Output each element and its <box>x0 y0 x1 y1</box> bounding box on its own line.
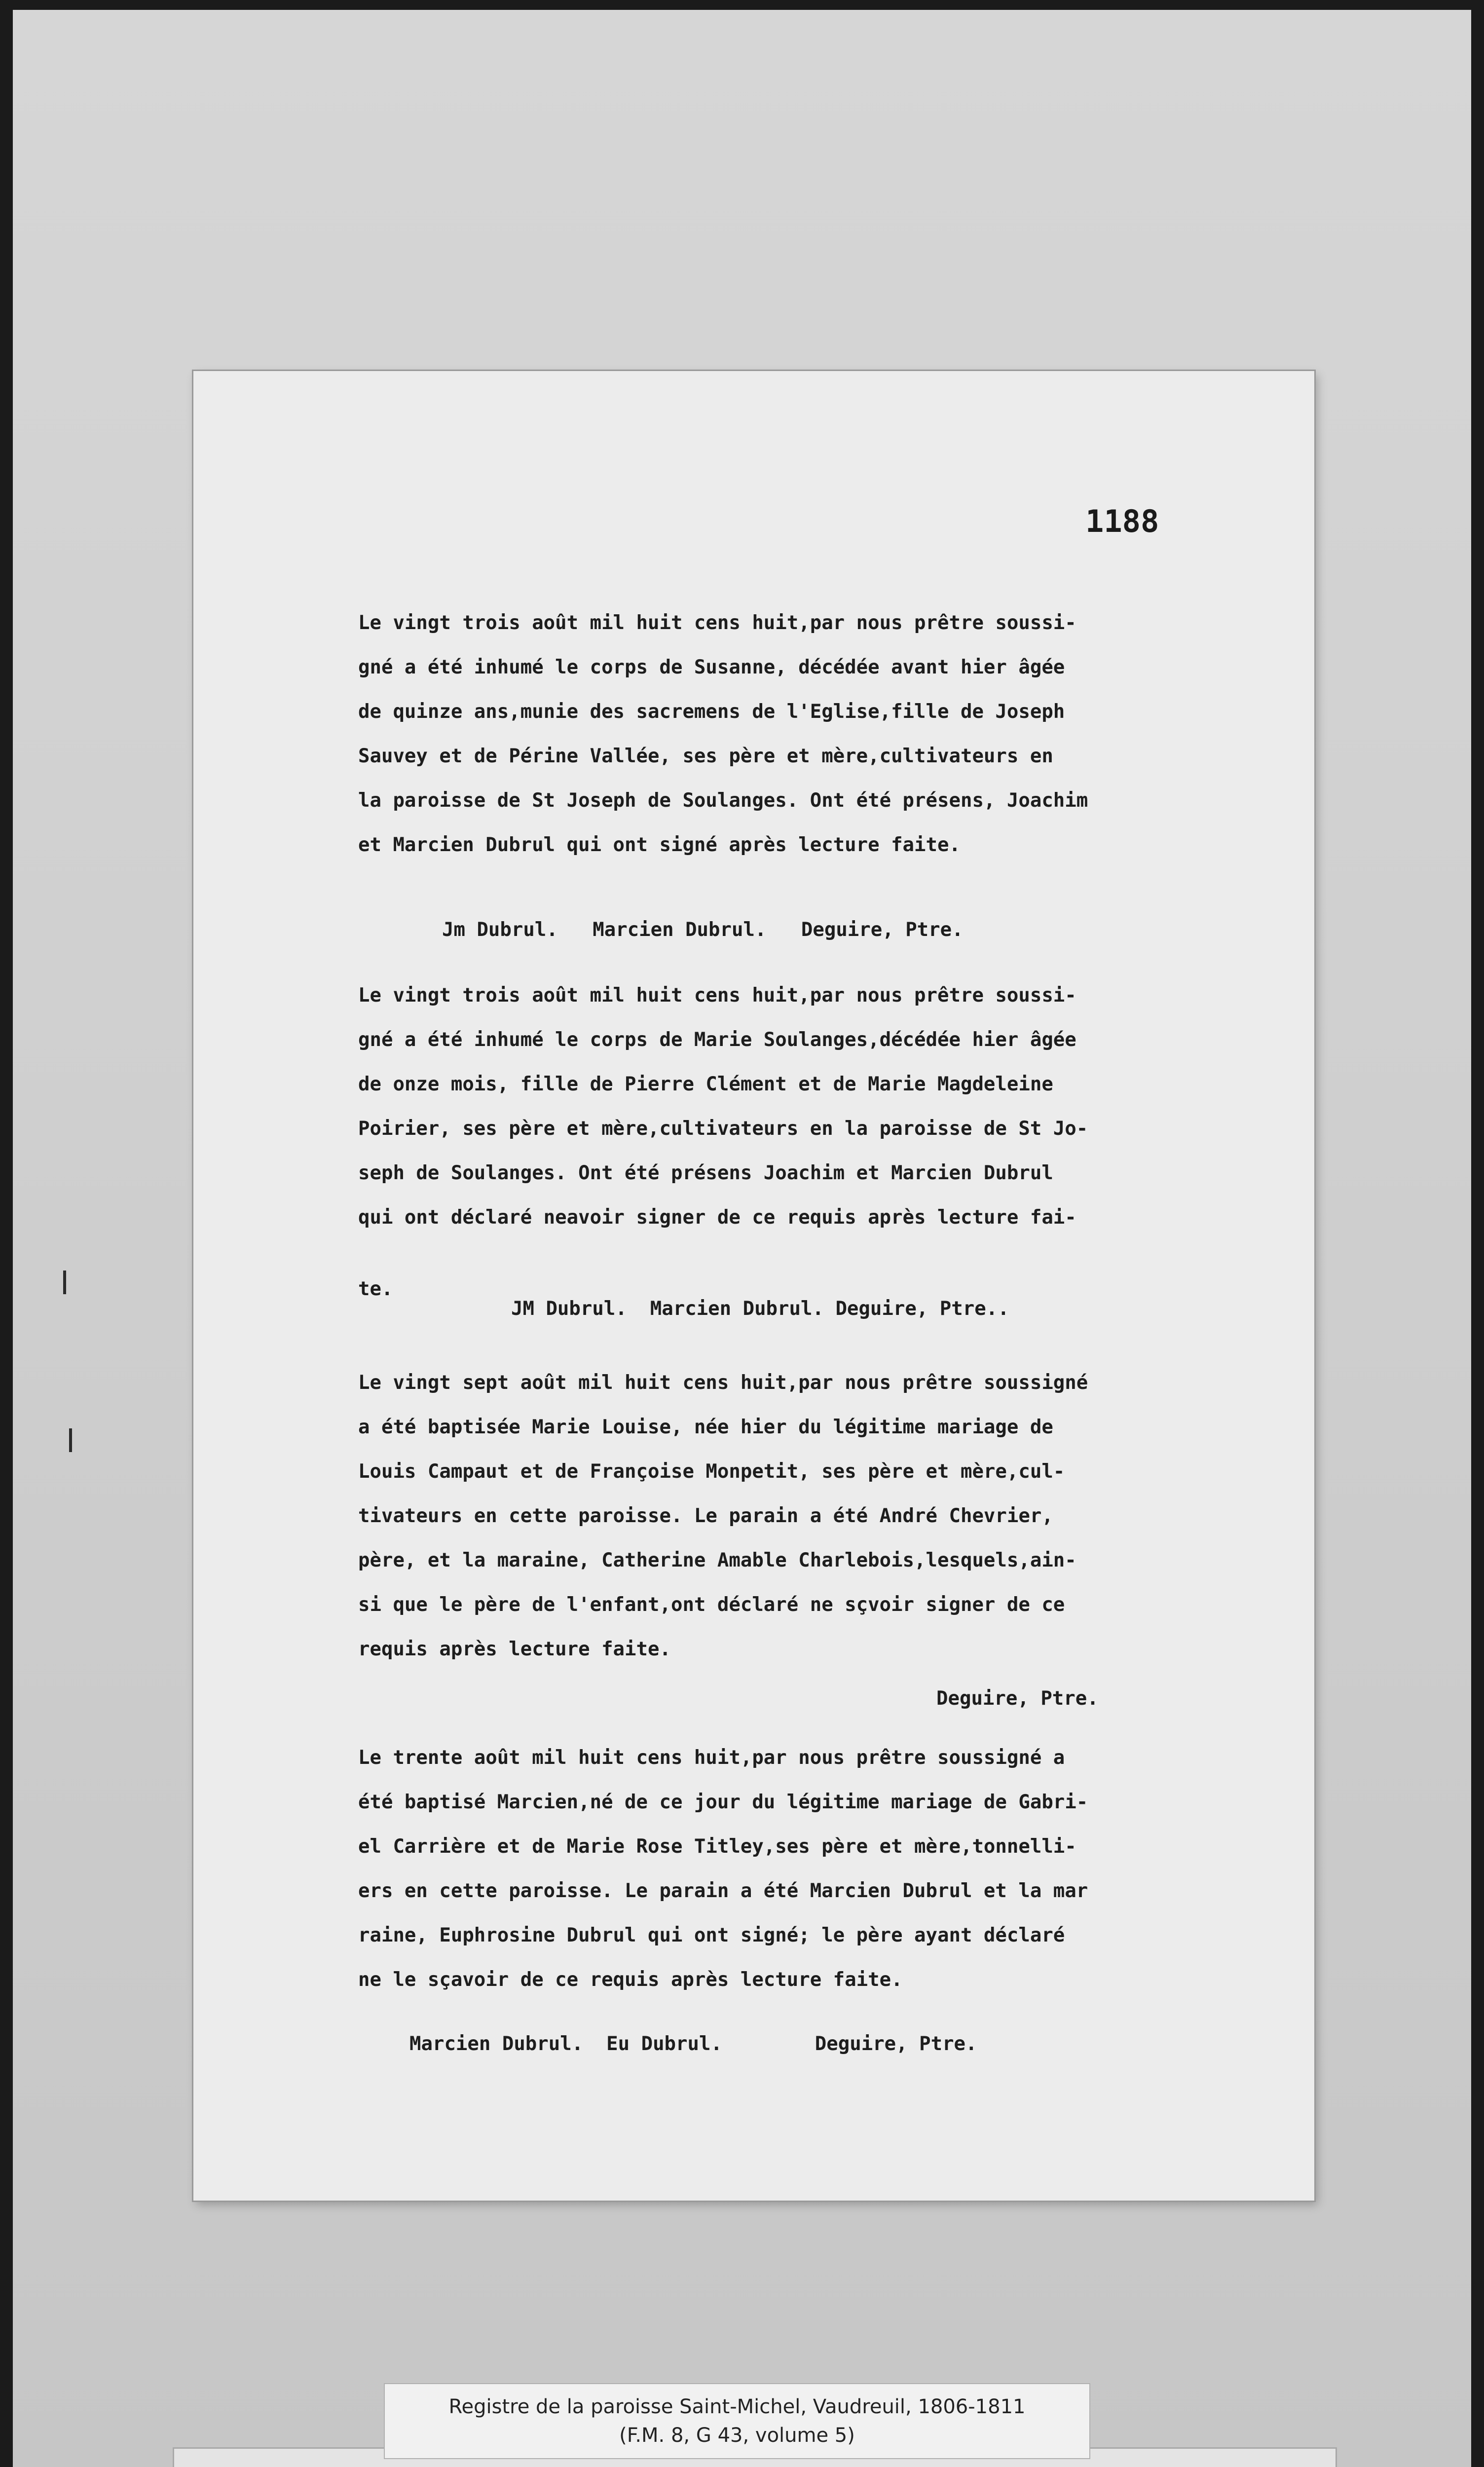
entry-line: père, et la maraine, Catherine Amable Charlebois,lesquels,ain- <box>358 1549 1076 1571</box>
archive-label-title: Registre de la paroisse Saint-Michel, Vaudreuil, 1806-1811 <box>448 2395 1026 2418</box>
entry-line: te. <box>358 1278 393 1300</box>
film-border-left <box>0 0 13 2467</box>
entry-line: gné a été inhumé le corps de Susanne, décédée avant hier âgée <box>358 656 1065 678</box>
page-number: 1188 <box>1085 503 1159 539</box>
entry-line: Le vingt trois août mil huit cens huit,par nous prêtre soussi- <box>358 612 1076 634</box>
entry-line: qui ont déclaré neavoir signer de ce requis après lecture fai- <box>358 1206 1076 1229</box>
entry-line: tivateurs en cette paroisse. Le parain a été André Chevrier, <box>358 1505 1053 1527</box>
entry-line: été baptisé Marcien,né de ce jour du légitime mariage de Gabri- <box>358 1791 1088 1813</box>
entry-line: ne le sçavoir de ce requis après lecture faite. <box>358 1969 903 1991</box>
entry-line: Le vingt sept août mil huit cens huit,par nous prêtre soussigné <box>358 1372 1088 1394</box>
entry-line: de quinze ans,munie des sacremens de l'Eglise,fille de Joseph <box>358 701 1065 723</box>
entry-line: Le trente août mil huit cens huit,par nous prêtre soussigné a <box>358 1747 1065 1769</box>
entry-line: Poirier, ses père et mère,cultivateurs en la paroisse de St Jo- <box>358 1118 1088 1140</box>
entry-line: gné a été inhumé le corps de Marie Soulanges,décédée hier âgée <box>358 1029 1076 1051</box>
film-mark <box>69 1428 72 1452</box>
entry-line: ers en cette paroisse. Le parain a été Marcien Dubrul et la mar <box>358 1880 1088 1902</box>
archive-reference-label <box>384 2383 1090 2459</box>
entry-signatures: Deguire, Ptre. <box>936 1687 1099 1710</box>
entry-signatures: JM Dubrul. Marcien Dubrul. Deguire, Ptre.. <box>511 1298 1009 1320</box>
entry-line: Louis Campaut et de Françoise Monpetit, ses père et mère,cul- <box>358 1460 1065 1483</box>
entry-line: a été baptisée Marie Louise, née hier du légitime mariage de <box>358 1416 1053 1438</box>
entry-line: el Carrière et de Marie Rose Titley,ses père et mère,tonnelli- <box>358 1835 1076 1858</box>
entry-line: de onze mois, fille de Pierre Clément et de Marie Magdeleine <box>358 1073 1053 1095</box>
film-border-top <box>0 0 1484 10</box>
film-mark <box>63 1271 66 1294</box>
entry-line: Sauvey et de Périne Vallée, ses père et mère,cultivateurs en <box>358 745 1053 767</box>
entry-signatures: Jm Dubrul. Marcien Dubrul. Deguire, Ptre. <box>442 919 964 941</box>
entry-line: si que le père de l'enfant,ont déclaré ne sçvoir signer de ce <box>358 1594 1065 1616</box>
entry-line: seph de Soulanges. Ont été présens Joachim et Marcien Dubrul <box>358 1162 1053 1184</box>
entry-line: raine, Euphrosine Dubrul qui ont signé; le père ayant déclaré <box>358 1924 1065 1946</box>
film-border-right <box>1471 0 1484 2467</box>
entry-line: et Marcien Dubrul qui ont signé après lecture faite. <box>358 834 961 856</box>
entry-line: la paroisse de St Joseph de Soulanges. Ont été présens, Joachim <box>358 789 1088 812</box>
archive-label-reference: (F.M. 8, G 43, volume 5) <box>619 2424 855 2447</box>
entry-line: requis après lecture faite. <box>358 1638 671 1660</box>
entry-line: Le vingt trois août mil huit cens huit,par nous prêtre soussi- <box>358 984 1076 1007</box>
entry-signatures: Marcien Dubrul. Eu Dubrul. Deguire, Ptre. <box>409 2033 977 2055</box>
